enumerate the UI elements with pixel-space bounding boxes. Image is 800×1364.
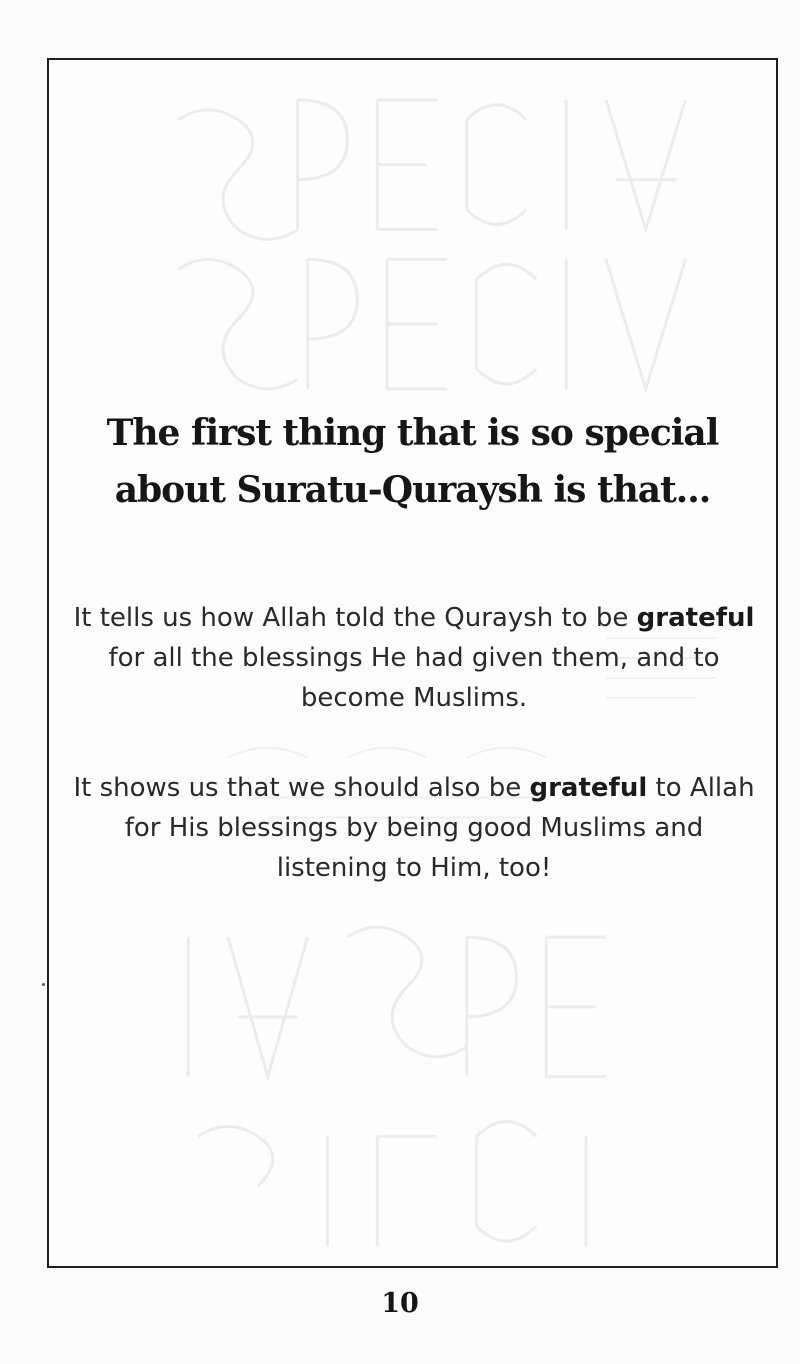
paragraph-1-emphasis: grateful [636,603,755,633]
paragraph-1-text-start: It tells us how Allah told the Quraysh to be [73,603,637,633]
paragraph-2-emphasis: grateful [529,773,648,803]
paragraph-1 [69,598,759,718]
paragraph-1-text-end: for all the blessings He had given them, and to become Muslims. [108,643,720,713]
paragraph-2 [69,768,759,888]
heading-line-2: about Suratu-Quraysh is that... [114,469,711,511]
page-number: 10 [381,1288,419,1319]
heading-line-1: The first thing that is so special [106,412,719,454]
paragraph-2-text-end: to Allah for His blessings by being good Muslims and listening to Him, too! [124,773,755,883]
paragraph-2-text-start: It shows us that we should also be [73,773,530,803]
page-frame [47,58,778,1268]
page-heading [49,405,776,519]
paper-speck [42,983,45,986]
